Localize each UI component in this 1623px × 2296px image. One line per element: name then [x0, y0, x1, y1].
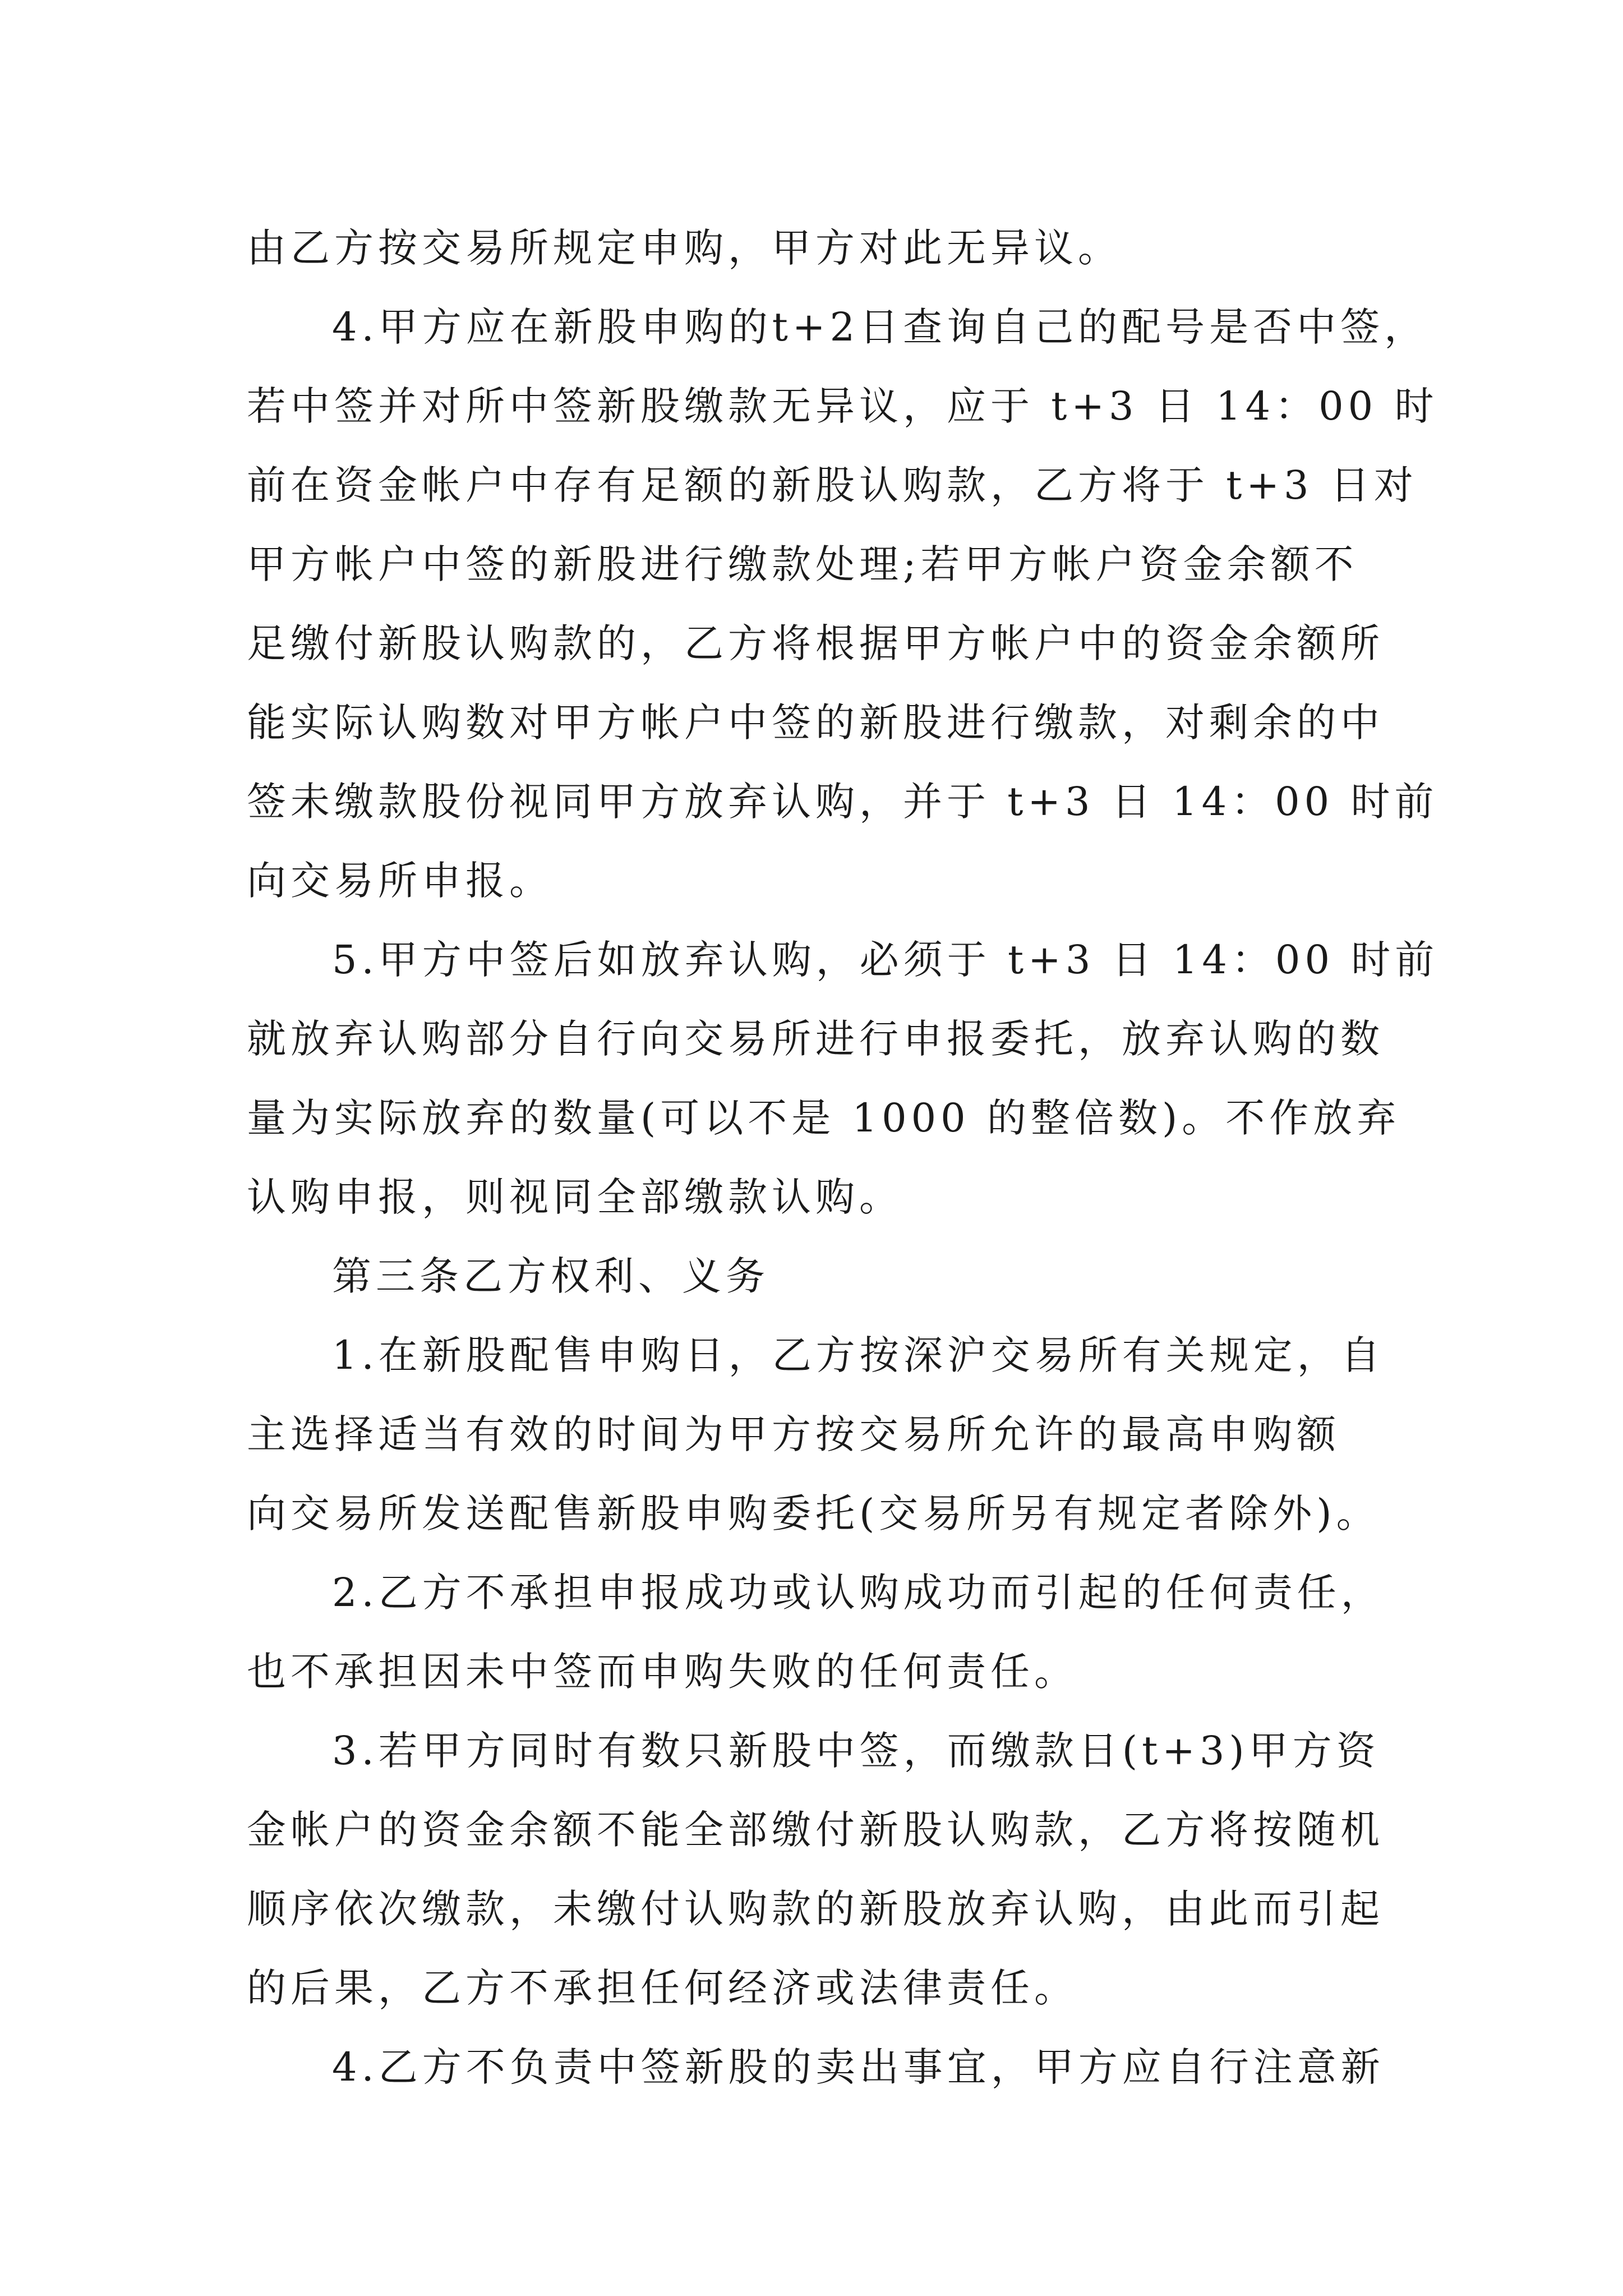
text-line-16: 主选择适当有效的时间为甲方按交易所允许的最高申购额	[247, 1411, 1340, 1457]
document-body	[247, 209, 1439, 2107]
text-line-23: 的后果，乙方不承担任何经济或法律责任。	[247, 1965, 1078, 2011]
text-line-4: 前在资金帐户中存有足额的新股认购款，乙方将于 t+3 日对	[247, 462, 1418, 508]
text-line-11: 就放弃认购部分自行向交易所进行申报委托，放弃认购的数	[247, 1016, 1384, 1062]
text-line-6: 足缴付新股认购款的，乙方将根据甲方帐户中的资金余额所	[247, 620, 1384, 666]
text-line-9: 向交易所申报。	[247, 858, 553, 904]
text-line-22: 顺序依次缴款，未缴付认购款的新股放弃认购，由此而引起	[247, 1886, 1384, 1932]
text-line-19: 也不承担因未中签而申购失败的任何责任。	[247, 1649, 1078, 1695]
text-line-15: 1.在新股配售申购日，乙方按深沪交易所有关规定，自	[332, 1332, 1385, 1378]
text-line-18: 2.乙方不承担申报成功或认购成功而引起的任何责任，	[332, 1570, 1385, 1616]
text-line-13: 认购申报，则视同全部缴款认购。	[247, 1174, 903, 1220]
text-line-5: 甲方帐户中签的新股进行缴款处理;若甲方帐户资金余额不	[247, 541, 1358, 587]
text-line-24: 4.乙方不负责中签新股的卖出事宜，甲方应自行注意新	[332, 2044, 1385, 2090]
text-line-20: 3.若甲方同时有数只新股中签，而缴款日(t+3)甲方资	[332, 1728, 1380, 1774]
text-line-7: 能实际认购数对甲方帐户中签的新股进行缴款，对剩余的中	[247, 700, 1384, 746]
text-line-10: 5.甲方中签后如放弃认购，必须于 t+3 日 14：00 时前	[332, 937, 1439, 983]
text-line-8: 签未缴款股份视同甲方放弃认购，并于 t+3 日 14：00 时前	[247, 779, 1438, 825]
text-line-21: 金帐户的资金余额不能全部缴付新股认购款，乙方将按随机	[247, 1807, 1384, 1853]
text-line-2: 4.甲方应在新股申购的t+2日查询自己的配号是否中签，	[332, 304, 1428, 350]
text-line-3: 若中签并对所中签新股缴款无异议，应于 t+3 日 14：00 时	[247, 383, 1438, 429]
section-heading: 第三条乙方权利、义务	[332, 1253, 769, 1299]
text-line-17: 向交易所发送配售新股申购委托(交易所另有规定者除外)。	[247, 1490, 1380, 1536]
text-line-12: 量为实际放弃的数量(可以不是 1000 的整倍数)。不作放弃	[247, 1095, 1401, 1141]
text-line-1: 由乙方按交易所规定申购，甲方对此无异议。	[247, 225, 1122, 271]
